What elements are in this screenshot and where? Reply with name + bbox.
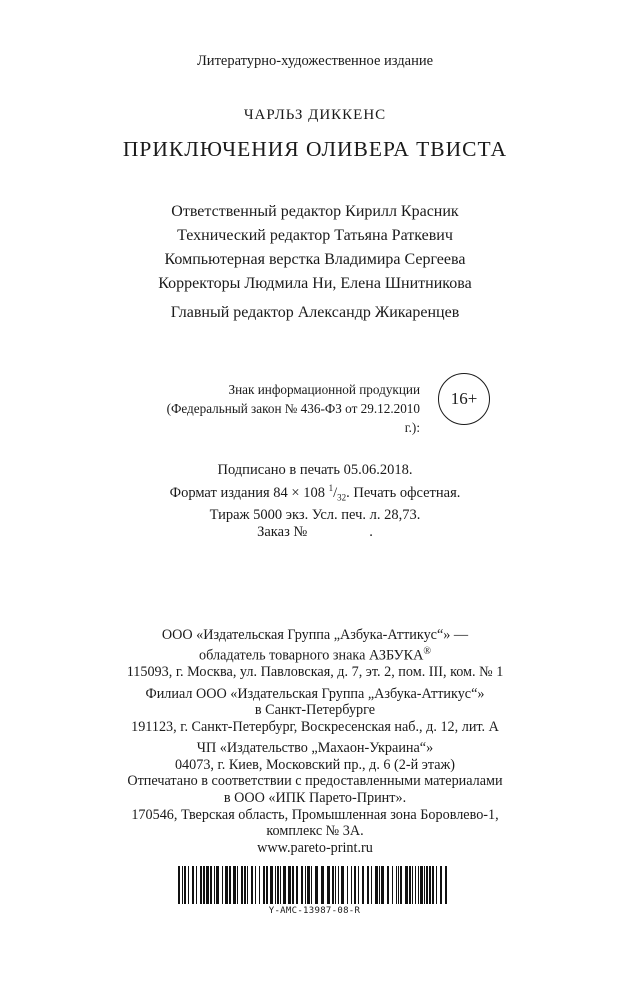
editor-technical: Технический редактор Татьяна Раткевич: [177, 227, 453, 244]
ukraine-publisher: ЧП «Издательство „Махаон-Украина“»: [196, 740, 434, 757]
trademark-text: обладатель товарного знака АЗБУКА: [199, 647, 424, 664]
editor-layout: Компьютерная верстка Владимира Сергеева: [164, 251, 466, 268]
print-info: [0, 462, 630, 542]
barcode-image: [177, 866, 452, 904]
editor-proofreaders: Корректоры Людмила Ни, Елена Шнитникова: [158, 275, 472, 292]
printed-line2: в ООО «ИПК Парето-Принт».: [223, 790, 407, 807]
age-rating-label-line2: (Федеральный закон № 436-ФЗ от 29.12.2010 г.):: [166, 401, 420, 435]
ukraine-address: 04073, г. Киев, Московский пр., д. 6 (2-й этаж): [174, 756, 456, 773]
book-title: ПРИКЛЮЧЕНИЯ ОЛИВЕРА ТВИСТА: [122, 137, 508, 161]
order-suffix: .: [369, 524, 373, 541]
branch-line2: в Санкт-Петербурге: [254, 702, 376, 719]
age-rating-label-line1: Знак информационной продукции: [228, 382, 420, 397]
circulation-info: Тираж 5000 экз. Усл. печ. л. 28,73.: [209, 506, 421, 523]
barcode-text: Y-AMC-13987-08-R: [268, 906, 361, 916]
editors-list: [0, 200, 630, 296]
chief-editor: Главный редактор Александр Жикаренцев: [170, 304, 460, 321]
printed-line4: комплекс № 3А.: [266, 823, 364, 840]
edition-type: Литературно-художественное издание: [196, 53, 434, 69]
age-rating-badge: 16+: [438, 373, 490, 425]
format-fraction-denominator: 32: [337, 492, 347, 503]
publisher-address: 115093, г. Москва, ул. Павловская, д. 7, эт. 2, пом. III, ком. № 1: [126, 663, 504, 680]
format-info: Формат издания 84 × 108 $^1/_{32}$. Печать офсетная.: [169, 482, 461, 503]
publisher-line2: [0, 644, 630, 664]
registered-mark: ®: [423, 645, 431, 657]
format-prefix: Формат издания 84 × 108: [169, 484, 329, 501]
author-name: ЧАРЛЬЗ ДИККЕНС: [243, 107, 387, 123]
age-rating-label: [150, 380, 420, 437]
editor-responsible: Ответственный редактор Кирилл Красник: [171, 203, 459, 220]
order-prefix: Заказ №: [257, 524, 308, 541]
order-number: [0, 524, 630, 542]
format-fraction-numerator: 1: [328, 482, 334, 493]
printer-website: www.pareto-print.ru: [257, 839, 373, 856]
format-suffix: . Печать офсетная.: [346, 484, 461, 501]
branch-address: 191123, г. Санкт-Петербург, Воскресенская наб., д. 12, лит. А: [131, 718, 499, 735]
signed-date: Подписано в печать 05.06.2018.: [217, 462, 413, 478]
printed-line1: Отпечатано в соответствии с предоставленными материалами: [127, 773, 503, 790]
publisher-info: [0, 627, 630, 856]
branch-line1: Филиал ООО «Издательская Группа „Азбука-Аттикус“»: [145, 685, 485, 702]
publisher-line1: ООО «Издательская Группа „Азбука-Аттикус“» —: [161, 627, 469, 643]
printed-line3: 170546, Тверская область, Промышленная зона Боровлево-1,: [131, 806, 499, 823]
